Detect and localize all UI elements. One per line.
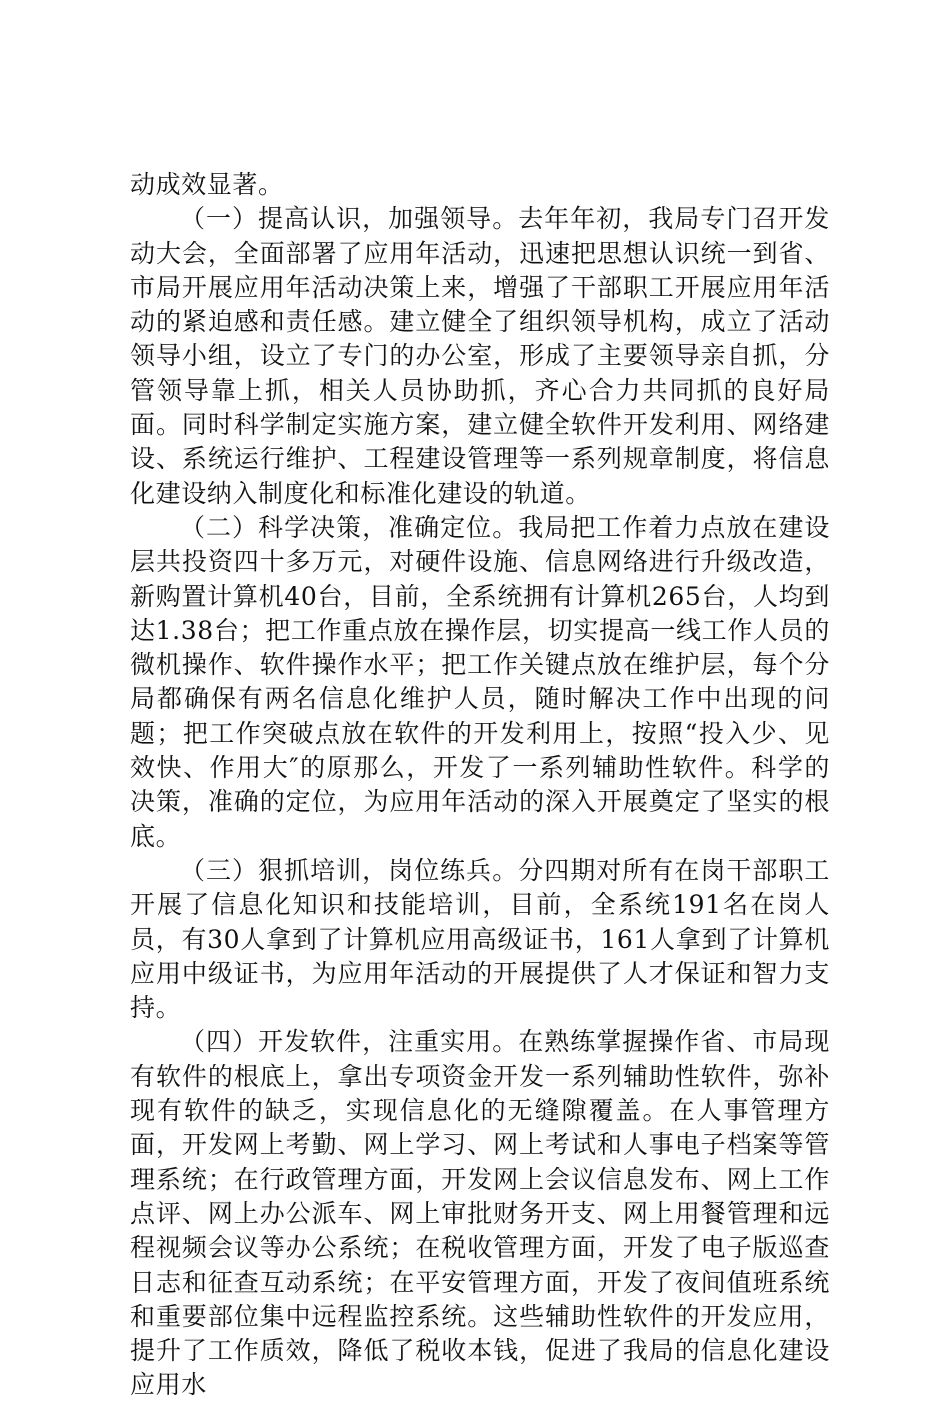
paragraph-section-4: （四）开发软件，注重实用。在熟练掌握操作省、市局现有软件的根底上，拿出专项资金开发一系列辅助性软件，弥补现有软件的缺乏，实现信息化的无缝隙覆盖。在人事管理方面，开发网上考勤、网上学习、网上考试和人事电子档案等管理系统；在行政管理方面，开发网上会议信息发布、网上工作点评、网上办公派车、网上审批财务开支、网上用餐管理和远程视频会议等办公系统；在税收管理方面，开发了电子版巡查日志和征查互动系统；在平安管理方面，开发了夜间值班系统和重要部位集中远程监控系统。这些辅助性软件的开发应用，提升了工作质效，降低了税收本钱，促进了我局的信息化建设应用水 xyxy=(130,1027,830,1400)
paragraph-section-2: （二）科学决策，准确定位。我局把工作着力点放在建设层共投资四十多万元，对硬件设施、信息网络进行升级改造，新购置计算机40台，目前，全系统拥有计算机265台，人均到达1.38台；把工作重点放在操作层，切实提高一线工作人员的微机操作、软件操作水平；把工作关键点放在维护层，每个分局都确保有两名信息化维护人员，随时解决工作中出现的问题；把工作突破点放在软件的开发利用上，按照“投入少、见效快、作用大″的原那么，开发了一系列辅助性软件。科学的决策，准确的定位，为应用年活动的深入开展奠定了坚实的根底。 xyxy=(130,512,830,851)
paragraph-section-1: （一）提高认识，加强领导。去年年初，我局专门召开发动大会，全面部署了应用年活动，迅速把思想认识统一到省、市局开展应用年活动决策上来，增强了干部职工开展应用年活动的紧迫感和责任感。建立健全了组织领导机构，成立了活动领导小组，设立了专门的办公室，形成了主要领导亲自抓，分管领导靠上抓，相关人员协助抓，齐心合力共同抓的良好局面。同时科学制定实施方案，建立健全软件开发利用、网络建设、系统运行维护、工程建设管理等一系列规章制度，将信息化建设纳入制度化和标准化建设的轨道。 xyxy=(130,204,830,508)
paragraph-continuation: 动成效显著。 xyxy=(130,170,284,199)
document-body xyxy=(130,168,830,1403)
paragraph-section-3: （三）狠抓培训，岗位练兵。分四期对所有在岗干部职工开展了信息化知识和技能培训，目前，全系统191名在岗人员，有30人拿到了计算机应用高级证书，161人拿到了计算机应用中级证书，为应用年活动的开展提供了人才保证和智力支持。 xyxy=(130,855,830,1023)
